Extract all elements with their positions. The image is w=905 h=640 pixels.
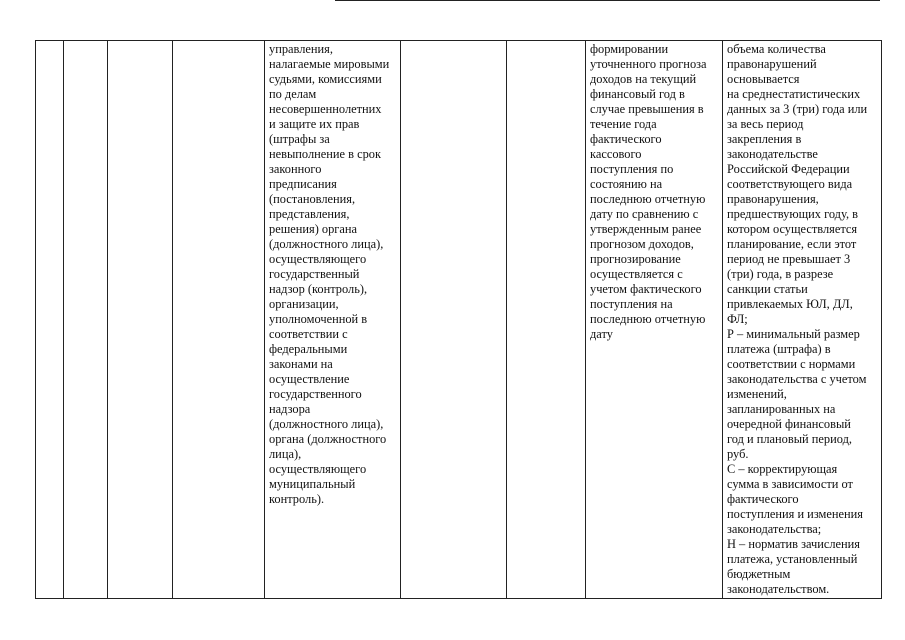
table-row (36, 41, 882, 599)
table-cell-col4 (173, 41, 265, 599)
income-forecast-table (35, 40, 882, 599)
formula-variables-cell: объема количества правонарушений основывается на среднестатистических данных за 3 (три) года или за весь период закрепления в законодательстве Российской Федерации соответствующего вида правонарушения, предшествующих году, в котором осуществляется планирование, если этот период не превышает 3 (три) года, в разрезе санкции статьи привлекаемых ЮЛ, ДЛ, ФЛ; Р – минимальный размер платежа (штрафа) в соответствии с нормами законодательства с учетом изменений, запланированных на очередной финансовый год и плановый период, руб. С – корректирующая сумма в зависимости от фактического поступления и изменения законодательства; Н – норматив зачисления платежа, установленный бюджетным законодательством. (723, 41, 882, 599)
forecast-method-cell: формировании уточненного прогноза доходов на текущий финансовый год в случае превышения в течение года фактического кассового поступления по состоянию на последнюю отчетную дату по сравнению с утвержденным ранее прогнозом доходов, прогнозирование осуществляется с учетом фактического поступления на последнюю отчетную дату (586, 41, 723, 599)
top-rule (335, 0, 880, 1)
table-cell-col6 (401, 41, 507, 599)
table-cell-col3 (108, 41, 173, 599)
table-cell-col2 (64, 41, 108, 599)
table-cell-col7 (507, 41, 586, 599)
revenue-description-cell: управления, налагаемые мировыми судьями, комиссиями по делам несовершеннолетних и защите их прав (штрафы за невыполнение в срок законного предписания (постановления, представления, решения) органа (должностного лица), осуществляющего государственный надзор (контроль), организации, уполномоченной в соответствии с федеральными законами на осуществление государственного надзора (должностного лица), органа (должностного лица), осуществляющего муниципальный контроль). (265, 41, 401, 599)
table-cell-col1 (36, 41, 64, 599)
